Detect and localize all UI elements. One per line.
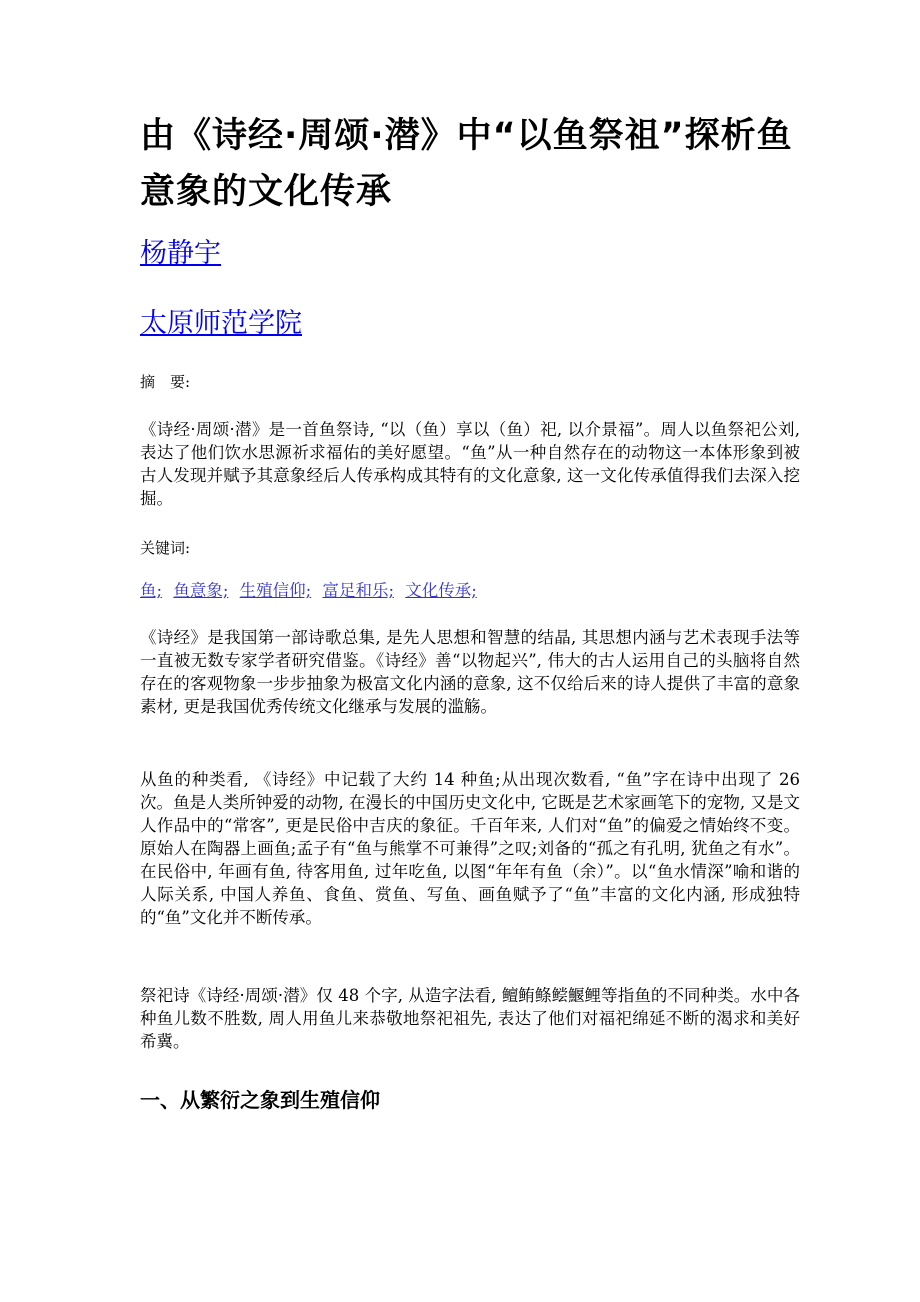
keywords-label: 关键词: [140, 539, 191, 557]
keyword-link[interactable]: 生殖信仰; [239, 581, 312, 600]
body-paragraph: 《诗经》是我国第一部诗歌总集, 是先人思想和智慧的结晶, 其思想内涵与艺术表现手法等一直被无数专家学者研究借鉴。《诗经》善“以物起兴”, 伟大的古人运用自己的头脑将自然存在的客观物象一步步抽象为极富文化内涵的意象, 这不仅给后来的诗人提供了丰富的意象素材, 更是我国优秀传统文化继承与发展的滥觞。 [140, 628, 800, 716]
body-paragraph: 祭祀诗《诗经·周颂·潜》仅 48 个字, 从造字法看, 鳣鲔鲦鲿鰋鲤等指鱼的不同种类。水中各种鱼儿数不胜数, 周人用鱼儿来恭敬地祭祀祖先, 表达了他们对福祀绵延不断的渴求和美好希冀。 [140, 986, 800, 1051]
section-heading: 一、从繁衍之象到生殖信仰 [140, 1088, 380, 1112]
keyword-link[interactable]: 文化传承; [405, 581, 477, 600]
keyword-link[interactable]: 富足和乐; [322, 581, 394, 600]
author-link[interactable]: 杨静宇 [140, 238, 221, 269]
institution [140, 304, 302, 344]
abstract-label: 摘 要: [140, 373, 191, 391]
keywords-list [140, 580, 483, 602]
body-paragraph: 从鱼的种类看, 《诗经》中记载了大约 14 种鱼;从出现次数看, “鱼”字在诗中出现了 26 次。鱼是人类所钟爱的动物, 在漫长的中国历史文化中, 它既是艺术家画笔下的宠物, 又是文人作品中的“常客”, 更是民俗中吉庆的象征。千百年来, 人们对“鱼”的偏爱之情始终不变。原始人在陶器上画鱼;孟子有“鱼与熊掌不可兼得”之叹;刘备的“孤之有孔明, 犹鱼之有水”。在民俗中, 年画有鱼, 待客用鱼, 过年吃鱼, 以图“年年有鱼（余）”。以“鱼水情深”喻和谐的人际关系, 中国人养鱼、食鱼、赏鱼、写鱼、画鱼赋予了“鱼”丰富的文化内涵, 形成独特的“鱼”文化并不断传承。 [140, 770, 800, 927]
keyword-link[interactable]: 鱼; [140, 581, 163, 600]
author [140, 234, 221, 274]
page-title: 由《诗经·周颂·潜》中“以鱼祭祖”探析鱼意象的文化传承 [140, 116, 793, 212]
abstract-text: 《诗经·周颂·潜》是一首鱼祭诗, “以（鱼）享以（鱼）祀, 以介景福”。周人以鱼祭祀公刘, 表达了他们饮水思源祈求福佑的美好愿望。“鱼”从一种自然存在的动物这一本体形象到被古人发现并赋予其意象经后人传承构成其特有的文化意象, 这一文化传承值得我们去深入挖掘。 [140, 420, 800, 508]
institution-link[interactable]: 太原师范学院 [140, 308, 302, 339]
keyword-link[interactable]: 鱼意象; [173, 581, 229, 600]
